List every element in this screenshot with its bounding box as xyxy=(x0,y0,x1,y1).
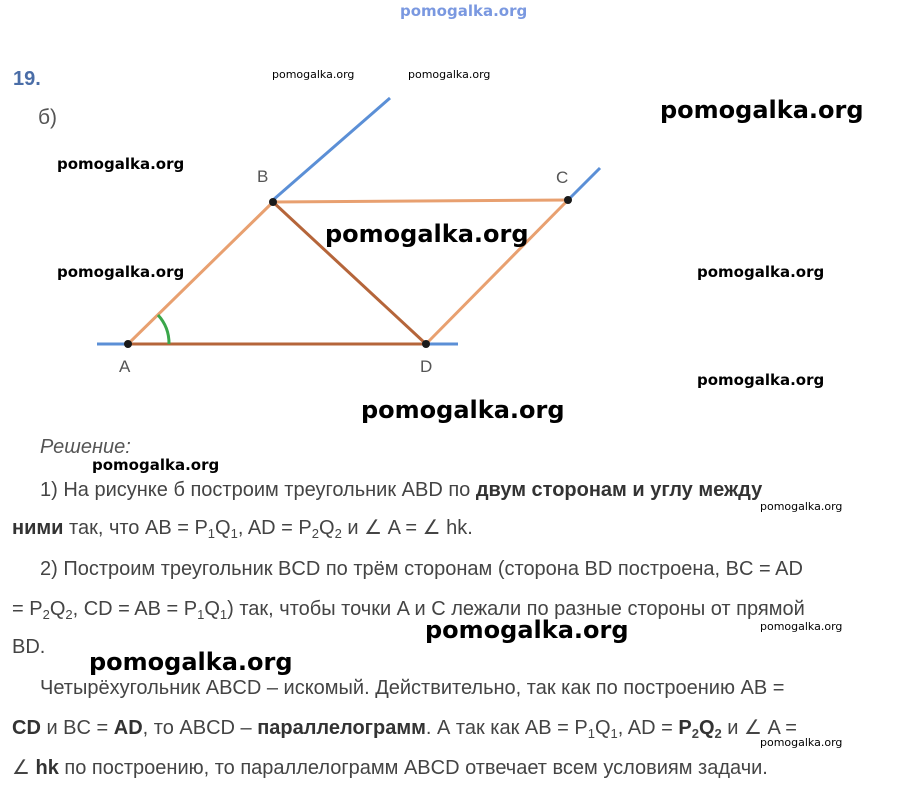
watermark: pomogalka.org xyxy=(760,500,843,513)
watermark: pomogalka.org xyxy=(760,620,843,633)
watermark: pomogalka.org xyxy=(272,68,355,81)
watermark: pomogalka.org xyxy=(92,456,220,474)
watermark: pomogalka.org xyxy=(697,371,825,389)
subpart-label: б) xyxy=(38,106,58,129)
label-a: A xyxy=(119,357,131,376)
paragraph-2-line-3: BD. xyxy=(12,636,46,658)
paragraph-1-line-2: ними так, что AB = $P_1Q_1$, AD = $P_2Q_2$ и ∠ A = ∠ hk. xyxy=(12,517,473,541)
watermark: pomogalka.org xyxy=(760,736,843,749)
paragraph-3-line-2: CD и BC = AD, то ABCD – параллелограмм. А так как AB = $P_1Q_1$, AD = $P_2Q_2$ и ∠ A = xyxy=(12,717,797,741)
ray-dc xyxy=(568,168,600,200)
point-d xyxy=(422,340,430,348)
paragraph-2-line-2: = $P_2Q_2$, CD = AB = $P_1Q_1$) так, чтобы точки A и C лежали по разные стороны от прямой xyxy=(12,598,805,622)
watermark: pomogalka.org xyxy=(660,96,864,124)
solution-heading: Решение: xyxy=(40,436,131,458)
label-c: C xyxy=(556,168,569,187)
watermark-header: pomogalka.org xyxy=(400,2,528,20)
side-bc xyxy=(273,200,568,202)
paragraph-3-line-3: ∠ hk по построению, то параллелограмм ABCD отвечает всем условиям задачи. xyxy=(12,757,768,779)
watermark: pomogalka.org xyxy=(89,648,293,676)
angle-arc xyxy=(158,315,169,344)
paragraph-2-line-1: 2) Построим треугольник BCD по трём сторонам (сторона BD построена, BC = AD xyxy=(40,558,803,580)
watermark: pomogalka.org xyxy=(361,396,565,424)
label-d: D xyxy=(420,357,433,376)
task-number: 19. xyxy=(13,68,41,90)
watermark: pomogalka.org xyxy=(408,68,491,81)
paragraph-3-line-1: Четырёхугольник ABCD – искомый. Действительно, так как по построению AB = xyxy=(40,677,785,699)
watermark: pomogalka.org xyxy=(325,220,529,248)
paragraph-1-line-1: 1) На рисунке б построим треугольник ABD по двум сторонам и углу между xyxy=(40,479,763,501)
watermark: pomogalka.org xyxy=(57,155,185,173)
point-a xyxy=(124,340,132,348)
ray-ab xyxy=(273,98,390,200)
watermark: pomogalka.org xyxy=(697,263,825,281)
point-c xyxy=(564,196,572,204)
watermark: pomogalka.org xyxy=(425,616,629,644)
point-b xyxy=(269,198,277,206)
label-b: B xyxy=(257,167,269,186)
watermark: pomogalka.org xyxy=(57,263,185,281)
